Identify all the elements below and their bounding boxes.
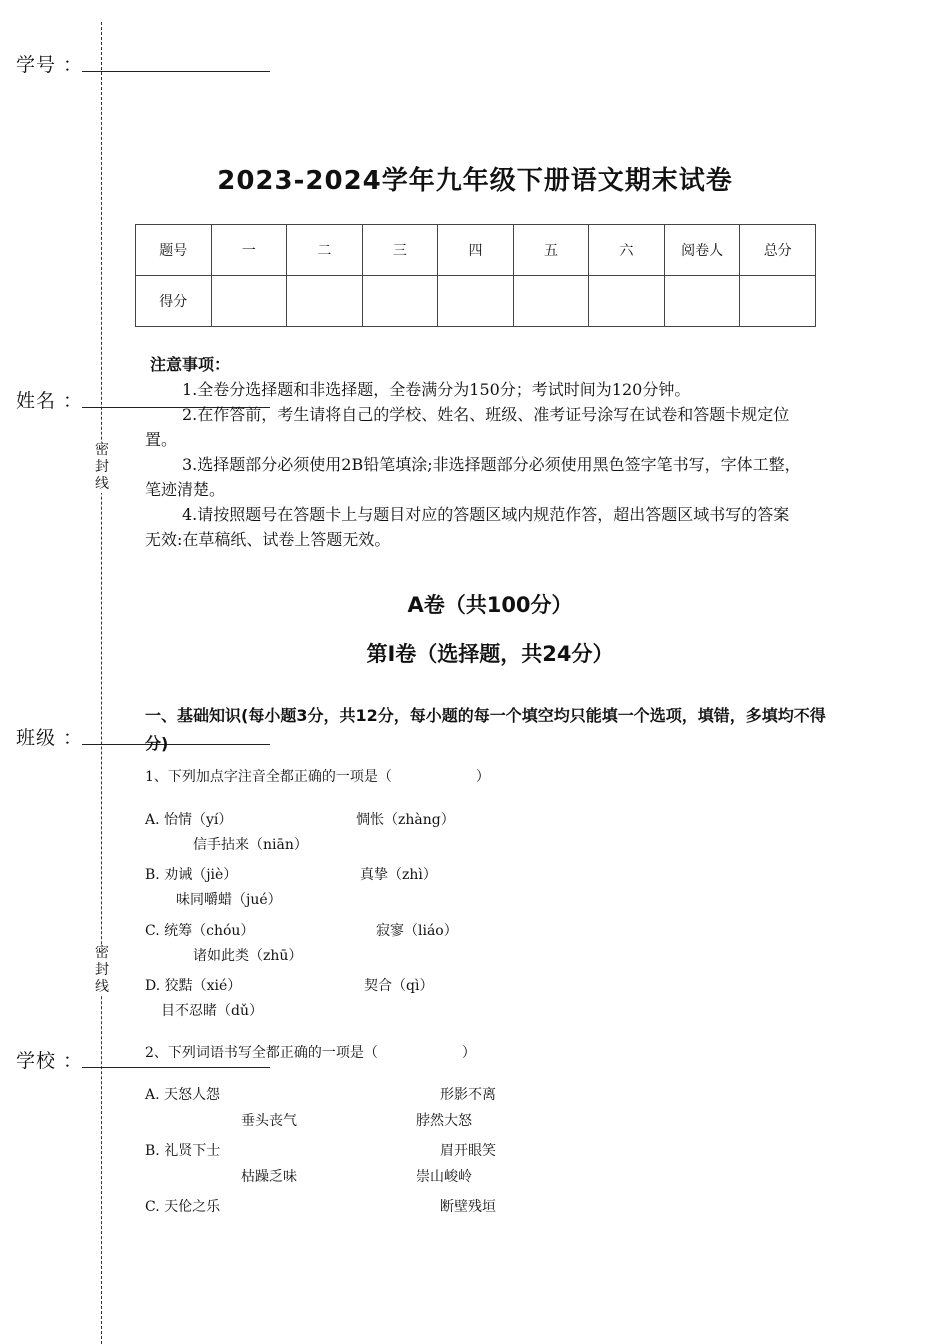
score-cell[interactable]: [362, 276, 438, 327]
q1-option-c[interactable]: C. 统筹（chóu）: [145, 923, 255, 939]
score-cell[interactable]: [211, 276, 287, 327]
school-field[interactable]: [82, 1067, 270, 1068]
q2-option-a-word4: 脖然大怒: [416, 1113, 472, 1129]
header-cell: 题号: [136, 225, 212, 276]
score-table-score-row: [136, 276, 816, 327]
q2-option-b-word2: 眉开眼笑: [440, 1143, 496, 1159]
header-cell: 一: [211, 225, 287, 276]
part1-heading: 一、基础知识(每小题3分，共12分，每小题的每一个填空均只能填一个选项，填错，多填均不得分): [145, 706, 826, 753]
seal-char: 密: [95, 945, 109, 961]
student-id-field[interactable]: [82, 71, 270, 72]
score-cell[interactable]: [589, 276, 665, 327]
score-row-label: 得分: [136, 276, 212, 327]
q2-stem: 2、下列词语书写全都正确的一项是（ ）: [145, 1045, 476, 1061]
notice-block: [145, 352, 805, 552]
school-label: 学校 ：: [16, 1050, 84, 1072]
q1-option-c-word3: 诸如此类（zhū）: [193, 948, 303, 964]
q1-option-a-word2: 惆怅（zhàng）: [356, 812, 455, 828]
q1-option-c-word2: 寂寥（liáo）: [376, 923, 458, 939]
score-table: [135, 224, 816, 327]
q2-option-c[interactable]: C. 天伦之乐: [145, 1199, 221, 1215]
seal-mark-upper: [93, 442, 111, 493]
q1-option-b[interactable]: B. 劝诫（jiè）: [145, 867, 238, 883]
exam-title: 2023-2024学年九年级下册语文期末试卷: [217, 166, 733, 196]
seal-char: 线: [95, 979, 109, 995]
q2-option-a[interactable]: A. 天怒人怨: [145, 1087, 221, 1103]
seal-char: 线: [95, 476, 109, 492]
q1-option-d-word3: 目不忍睹（dǔ）: [161, 1003, 263, 1019]
score-cell[interactable]: [287, 276, 363, 327]
header-cell: 六: [589, 225, 665, 276]
student-id-label: 学号 ：: [16, 54, 84, 76]
score-cell[interactable]: [664, 276, 740, 327]
notice-item: 1.全卷分选择题和非选择题，全卷满分为150分；考试时间为120分钟。: [182, 380, 691, 399]
header-cell: 二: [287, 225, 363, 276]
section-1-title: 第Ⅰ卷（选择题，共24分）: [366, 642, 614, 666]
q2-option-c-word2: 断壁残垣: [440, 1199, 496, 1215]
binding-dashed-line: [101, 22, 102, 1344]
q1-option-b-word3: 味同嚼蜡（jué）: [176, 892, 282, 908]
class-label: 班级 ：: [16, 727, 84, 749]
seal-char: 密: [95, 442, 109, 458]
q2-option-a-word2: 形影不离: [440, 1087, 496, 1103]
name-label: 姓名 ：: [16, 390, 84, 412]
q1-option-a[interactable]: A. 怡情（yí）: [145, 812, 233, 828]
header-cell: 五: [513, 225, 589, 276]
q1-option-a-word3: 信手拈来（niān）: [193, 837, 308, 853]
q1-option-d[interactable]: D. 狡黠（xié）: [145, 978, 242, 994]
notice-heading: 注意事项：: [150, 355, 231, 374]
q2-option-a-word3: 垂头丧气: [241, 1113, 297, 1129]
q2-option-b[interactable]: B. 礼贤下士: [145, 1143, 221, 1159]
score-cell[interactable]: [513, 276, 589, 327]
header-cell: 总分: [740, 225, 816, 276]
header-cell: 三: [362, 225, 438, 276]
q1-option-d-word2: 契合（qì）: [364, 978, 434, 994]
header-cell: 四: [438, 225, 514, 276]
header-cell: 阅卷人: [664, 225, 740, 276]
section-a-title: A卷（共100分）: [407, 593, 573, 617]
score-table-header-row: [136, 225, 816, 276]
notice-item: 3.选择题部分必须使用2B铅笔填涂;非选择题部分必须使用黑色签字笔书写，字体工整，笔迹清楚。: [145, 455, 801, 499]
q1-stem: 1、下列加点字注音全都正确的一项是（ ）: [145, 769, 490, 785]
score-cell[interactable]: [740, 276, 816, 327]
seal-mark-lower: [93, 945, 111, 996]
notice-item: 2.在作答前，考生请将自己的学校、姓名、班级、准考证号涂写在试卷和答题卡规定位置。: [145, 405, 790, 449]
score-cell[interactable]: [438, 276, 514, 327]
q2-option-b-word4: 崇山峻岭: [416, 1169, 472, 1185]
q2-option-b-word3: 枯躁乏味: [241, 1169, 297, 1185]
seal-char: 封: [95, 962, 109, 978]
seal-char: 封: [95, 459, 109, 475]
notice-item: 4.请按照题号在答题卡上与题目对应的答题区域内规范作答，超出答题区域书写的答案无效:在草稿纸、试卷上答题无效。: [145, 505, 790, 549]
q1-option-b-word2: 真挚（zhì）: [360, 867, 437, 883]
